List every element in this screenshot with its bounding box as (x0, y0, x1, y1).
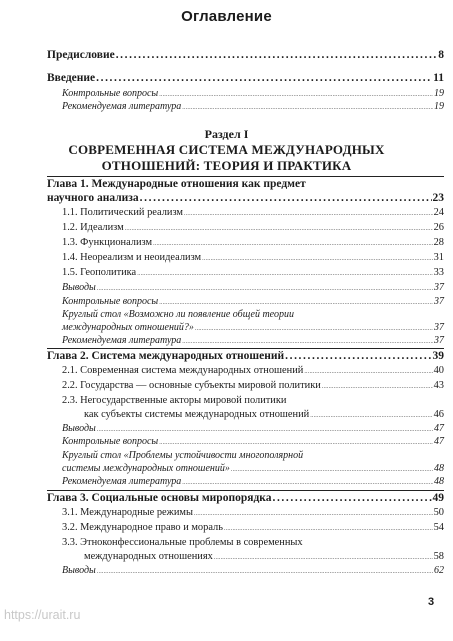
dot-leader (182, 480, 433, 486)
toc-entry-label: 1.3. Функционализм (62, 237, 153, 248)
toc-entry-label: 2.2. Государства — основные субъекты мировой политики (62, 380, 321, 391)
toc-entry-ch1-round-table[interactable] (62, 322, 444, 333)
dot-leader (231, 467, 433, 473)
toc-entry-page: 39 (432, 350, 444, 362)
dot-leader (116, 49, 438, 61)
toc-entry-label: 1.5. Геополитика (62, 267, 137, 278)
toc-entry-page: 19 (434, 88, 444, 99)
dot-leader (304, 369, 432, 375)
toc-entry-label: Рекомендуемая литература (62, 476, 182, 487)
toc-entry-page: 31 (433, 252, 444, 263)
dot-leader (140, 192, 432, 204)
toc-entry-label: Выводы (62, 565, 96, 576)
dot-leader (195, 326, 433, 332)
toc-entry-page: 58 (433, 551, 444, 562)
dot-leader (96, 72, 432, 84)
dot-leader (159, 300, 433, 306)
ch1-round-table-line1[interactable]: Круглый стол «Возможно ли появление общей теории (62, 309, 294, 320)
chapter2-entry[interactable] (47, 350, 444, 362)
toc-entry-1-5[interactable] (62, 267, 444, 278)
toc-entry-label: международных отношений?» (62, 322, 194, 333)
toc-entry-label: Рекомендуемая литература (62, 101, 182, 112)
toc-entry-label: Введение (47, 72, 96, 84)
toc-entry-label: 1.1. Политический реализм (62, 207, 183, 218)
dot-leader (194, 511, 433, 517)
toc-entry-label: как субъекты системы международных отношений (84, 409, 310, 420)
toc-entry-page: 19 (434, 101, 444, 112)
toc-entry-label: Предисловие (47, 49, 115, 61)
dot-leader (272, 492, 431, 504)
dot-leader (97, 286, 433, 292)
toc-entry-2-2[interactable] (62, 380, 444, 391)
toc-entry-label: Выводы (62, 423, 96, 434)
toc-entry-page: 11 (433, 72, 444, 84)
divider (47, 490, 444, 491)
toc-entry-page: 40 (433, 365, 444, 376)
toc-entry-ch2-round-table[interactable] (62, 463, 444, 474)
toc-entry-page: 8 (438, 49, 444, 61)
toc-entry-page: 37 (434, 282, 444, 293)
toc-entry-ch1-literature[interactable] (62, 335, 444, 346)
toc-entry-3-3[interactable] (84, 551, 444, 562)
toc-entry-page: 23 (432, 192, 444, 204)
toc-entry-2-3[interactable] (84, 409, 444, 420)
toc-entry-page: 37 (434, 296, 444, 307)
toc-entry-2-1[interactable] (62, 365, 444, 376)
dot-leader (153, 241, 433, 247)
toc-entry-page: 43 (433, 380, 444, 391)
toc-entry-page: 37 (434, 322, 444, 333)
toc-entry-page: 48 (434, 476, 444, 487)
dot-leader (137, 271, 432, 277)
toc-entry-label: Глава 2. Система международных отношений (47, 350, 285, 362)
toc-entry-1-1[interactable] (62, 207, 444, 218)
toc-entry-label: 3.1. Международные режимы (62, 507, 193, 518)
chapter3-entry[interactable] (47, 492, 444, 504)
dot-leader (285, 350, 431, 362)
dot-leader (214, 555, 433, 561)
toc-entry-page: 47 (434, 436, 444, 447)
toc-entry-1-4[interactable] (62, 252, 444, 263)
toc-entry-page: 37 (434, 335, 444, 346)
dot-leader (125, 226, 433, 232)
toc-entry-intro-literature[interactable] (62, 101, 444, 112)
chapter1-entry[interactable] (47, 192, 444, 204)
toc-entry-label: 3.2. Международное право и мораль (62, 522, 223, 533)
toc-entry-label: Контрольные вопросы (62, 88, 159, 99)
toc-entry-ch2-questions[interactable] (62, 436, 444, 447)
toc-entry-2-3-line1[interactable]: 2.3. Негосударственные акторы мировой политики (62, 395, 287, 406)
toc-entry-page: 50 (433, 507, 444, 518)
toc-entry-3-3-line1[interactable]: 3.3. Этноконфессиональные проблемы в современных (62, 537, 303, 548)
toc-entry-label: 1.2. Идеализм (62, 222, 124, 233)
divider (47, 176, 444, 177)
toc-entry-preface[interactable] (47, 49, 444, 61)
toc-entry-page: 46 (433, 409, 444, 420)
toc-entry-page: 24 (433, 207, 444, 218)
toc-entry-ch2-literature[interactable] (62, 476, 444, 487)
toc-entry-1-3[interactable] (62, 237, 444, 248)
dot-leader (184, 211, 433, 217)
dot-leader (159, 440, 433, 446)
dot-leader (322, 384, 433, 390)
toc-entry-page: 48 (434, 463, 444, 474)
toc-entry-page: 33 (433, 267, 444, 278)
dot-leader (97, 427, 433, 433)
toc-entry-page: 54 (433, 522, 444, 533)
watermark-link: https://urait.ru (4, 608, 81, 622)
toc-entry-label: 1.4. Неореализм и неоидеализм (62, 252, 202, 263)
toc-entry-introduction[interactable] (47, 72, 444, 84)
dot-leader (159, 92, 433, 98)
chapter1-title-line1[interactable]: Глава 1. Международные отношения как предмет (47, 178, 306, 190)
dot-leader (182, 105, 433, 111)
dot-leader (310, 413, 432, 419)
dot-leader (182, 339, 433, 345)
toc-entry-label: Выводы (62, 282, 96, 293)
dot-leader (97, 569, 433, 575)
toc-entry-ch3-conclusions[interactable] (62, 565, 444, 576)
toc-entry-label: системы международных отношений» (62, 463, 230, 474)
toc-entry-page: 26 (433, 222, 444, 233)
section-title-line1: СОВРЕМЕННАЯ СИСТЕМА МЕЖДУНАРОДНЫХ (68, 142, 385, 157)
dot-leader (202, 256, 433, 262)
toc-entry-page: 49 (432, 492, 444, 504)
dot-leader (224, 526, 433, 532)
toc-entry-label: Контрольные вопросы (62, 436, 159, 447)
toc-entry-3-1[interactable] (62, 507, 444, 518)
toc-entry-label: Рекомендуемая литература (62, 335, 182, 346)
page-number: 3 (428, 596, 435, 608)
ch2-round-table-line1[interactable]: Круглый стол «Проблемы устойчивости многополярной (62, 450, 304, 461)
toc-entry-page: 28 (433, 237, 444, 248)
section-label: Раздел I (204, 127, 249, 141)
toc-entry-page: 47 (434, 423, 444, 434)
section-title-line2: ОТНОШЕНИЙ: ТЕОРИЯ И ПРАКТИКА (101, 158, 352, 173)
toc-entry-1-2[interactable] (62, 222, 444, 233)
toc-entry-intro-questions[interactable] (62, 88, 444, 99)
toc-entry-page: 62 (434, 565, 444, 576)
toc-entry-ch1-conclusions[interactable] (62, 282, 444, 293)
toc-entry-label: Контрольные вопросы (62, 296, 159, 307)
toc-entry-ch2-conclusions[interactable] (62, 423, 444, 434)
toc-entry-3-2[interactable] (62, 522, 444, 533)
page-title: Оглавление (181, 8, 272, 25)
toc-entry-label: Глава 3. Социальные основы миропорядка (47, 492, 272, 504)
divider (47, 348, 444, 349)
toc-entry-ch1-questions[interactable] (62, 296, 444, 307)
toc-entry-label: международных отношениях (84, 551, 213, 562)
toc-entry-label: 2.1. Современная система международных отношений (62, 365, 304, 376)
toc-entry-label: научного анализа (47, 192, 139, 204)
